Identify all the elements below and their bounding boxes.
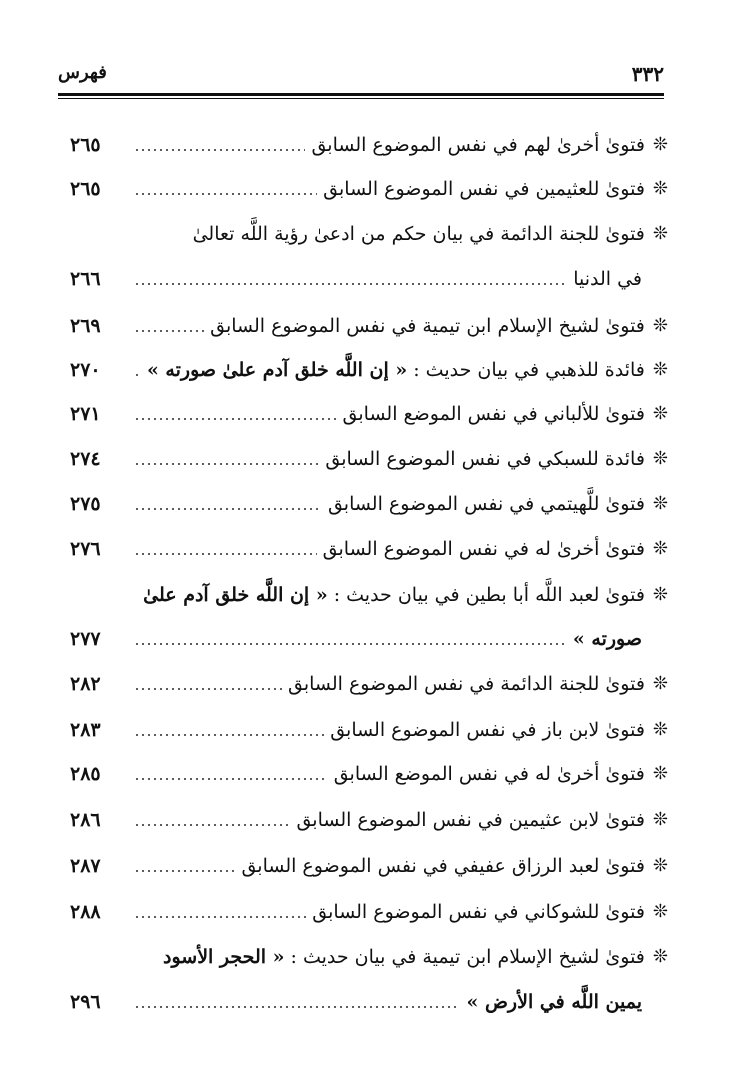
entry-page: ٢٨٢ xyxy=(70,673,101,695)
entry-title: فائدة للذهبي في بيان حديث : xyxy=(413,359,645,381)
toc-entry-continuation[interactable] xyxy=(70,985,668,1019)
entry-title: فتوىٰ لشيخ الإسلام ابن تيمية في نفس الموضوع السابق xyxy=(210,315,645,337)
entry-title: فتوىٰ للألباني في نفس الموضع السابق xyxy=(342,403,645,425)
entry-page: ٢٧٥ xyxy=(70,493,101,515)
toc-entry-continuation[interactable] xyxy=(70,262,668,296)
bullet-icon: ❊ xyxy=(652,493,668,514)
bullet-icon: ❊ xyxy=(652,178,668,199)
entry-title-cont: في الدنيا xyxy=(573,268,642,290)
dot-leader xyxy=(134,463,319,465)
toc-entry[interactable] xyxy=(70,397,668,431)
toc-entry[interactable] xyxy=(70,803,668,837)
dot-leader xyxy=(134,283,567,285)
entry-title: فائدة للسبكي في نفس الموضوع السابق xyxy=(325,448,645,470)
toc-entry-continuation[interactable] xyxy=(70,622,668,656)
entry-page: ٢٧٧ xyxy=(70,628,101,650)
entry-page: ٢٨٦ xyxy=(70,809,101,831)
toc-entry[interactable] xyxy=(70,128,668,162)
entry-page: ٢٧٠ xyxy=(70,359,101,381)
dot-leader xyxy=(134,508,322,510)
bullet-icon: ❊ xyxy=(652,855,668,876)
entry-quote: « الحجر الأسود xyxy=(163,946,285,968)
dot-leader xyxy=(134,778,328,780)
entry-quote: « إن اللَّه خلق آدم علىٰ صورته » xyxy=(146,359,408,381)
dot-leader xyxy=(134,330,204,332)
toc-entry[interactable] xyxy=(70,532,668,566)
entry-page: ٢٩٦ xyxy=(70,991,101,1013)
dot-leader xyxy=(134,824,290,826)
bullet-icon: ❊ xyxy=(652,134,668,155)
entry-page: ٢٧٦ xyxy=(70,538,101,560)
dot-leader xyxy=(134,553,317,555)
entry-page: ٢٨٨ xyxy=(70,901,101,923)
toc-entry[interactable] xyxy=(70,172,668,206)
toc-entry[interactable] xyxy=(70,895,668,929)
bullet-icon: ❊ xyxy=(652,403,668,424)
bullet-icon: ❊ xyxy=(652,584,668,605)
entry-page: ٢٨٣ xyxy=(70,719,101,741)
page-number: ٣٣٢ xyxy=(631,62,664,86)
entry-page: ٢٧١ xyxy=(70,403,101,425)
toc-entry[interactable] xyxy=(70,940,668,974)
entry-title: فتوىٰ للعثيمين في نفس الموضوع السابق xyxy=(323,178,645,200)
entry-page: ٢٦٦ xyxy=(70,268,101,290)
bullet-icon: ❊ xyxy=(652,763,668,784)
dot-leader xyxy=(134,734,324,736)
toc-entry[interactable] xyxy=(70,353,668,387)
toc-entry[interactable] xyxy=(70,757,668,791)
entry-title: فتوىٰ للجنة الدائمة في نفس الموضوع السابق xyxy=(287,673,645,695)
bullet-icon: ❊ xyxy=(652,809,668,830)
entry-title: فتوىٰ للجنة الدائمة في بيان حكم من ادعىٰ رؤية اللَّه تعالىٰ xyxy=(192,223,645,245)
bullet-icon: ❊ xyxy=(652,359,668,380)
toc-entry[interactable] xyxy=(70,578,668,612)
dot-leader xyxy=(134,374,141,376)
toc-entry[interactable] xyxy=(70,442,668,476)
entry-page: ٢٨٥ xyxy=(70,763,101,785)
dot-leader xyxy=(134,1006,460,1008)
entry-page: ٢٦٩ xyxy=(70,315,101,337)
bullet-icon: ❊ xyxy=(652,223,668,244)
bullet-icon: ❊ xyxy=(652,538,668,559)
entry-page: ٢٨٧ xyxy=(70,855,101,877)
toc-entry[interactable] xyxy=(70,487,668,521)
entry-title: فتوىٰ لشيخ الإسلام ابن تيمية في بيان حديث : xyxy=(290,946,645,968)
bullet-icon: ❊ xyxy=(652,719,668,740)
section-title: فهرس xyxy=(58,62,107,83)
entry-title: فتوىٰ لابن باز في نفس الموضوع السابق xyxy=(330,719,645,741)
entry-title: فتوىٰ لعبد اللَّه أبا بطين في بيان حديث : xyxy=(333,584,645,606)
entry-quote-cont: يمين اللَّه في الأرض » xyxy=(466,991,642,1013)
entry-title: فتوىٰ أخرىٰ له في نفس الموضع السابق xyxy=(333,763,645,785)
dot-leader xyxy=(134,643,567,645)
bullet-icon: ❊ xyxy=(652,673,668,694)
entry-title: فتوىٰ لعبد الرزاق عفيفي في نفس الموضوع السابق xyxy=(241,855,645,877)
toc-entry[interactable] xyxy=(70,713,668,747)
entry-title: فتوىٰ لابن عثيمين في نفس الموضوع السابق xyxy=(296,809,645,831)
entry-page: ٢٦٥ xyxy=(70,134,101,156)
bullet-icon: ❊ xyxy=(652,448,668,469)
toc-entry[interactable] xyxy=(70,217,668,251)
entry-page: ٢٧٤ xyxy=(70,448,101,470)
dot-leader xyxy=(134,418,337,420)
dot-leader xyxy=(134,149,305,151)
toc-entry[interactable] xyxy=(70,849,668,883)
entry-title: فتوىٰ أخرىٰ لهم في نفس الموضوع السابق xyxy=(311,134,645,156)
bullet-icon: ❊ xyxy=(652,901,668,922)
dot-leader xyxy=(134,916,306,918)
dot-leader xyxy=(134,870,235,872)
dot-leader xyxy=(134,193,317,195)
entry-title: فتوىٰ أخرىٰ له في نفس الموضوع السابق xyxy=(322,538,645,560)
entry-quote-cont: صورته » xyxy=(572,628,642,650)
toc-entry[interactable] xyxy=(70,667,668,701)
dot-leader xyxy=(134,688,282,690)
toc-entry[interactable] xyxy=(70,309,668,343)
entry-page: ٢٦٥ xyxy=(70,178,101,200)
bullet-icon: ❊ xyxy=(652,946,668,967)
entry-title: فتوىٰ للشوكاني في نفس الموضوع السابق xyxy=(312,901,645,923)
entry-quote: « إن اللَّه خلق آدم علىٰ xyxy=(143,584,328,606)
entry-title: فتوىٰ للَّهيتمي في نفس الموضوع السابق xyxy=(327,493,645,515)
bullet-icon: ❊ xyxy=(652,315,668,336)
